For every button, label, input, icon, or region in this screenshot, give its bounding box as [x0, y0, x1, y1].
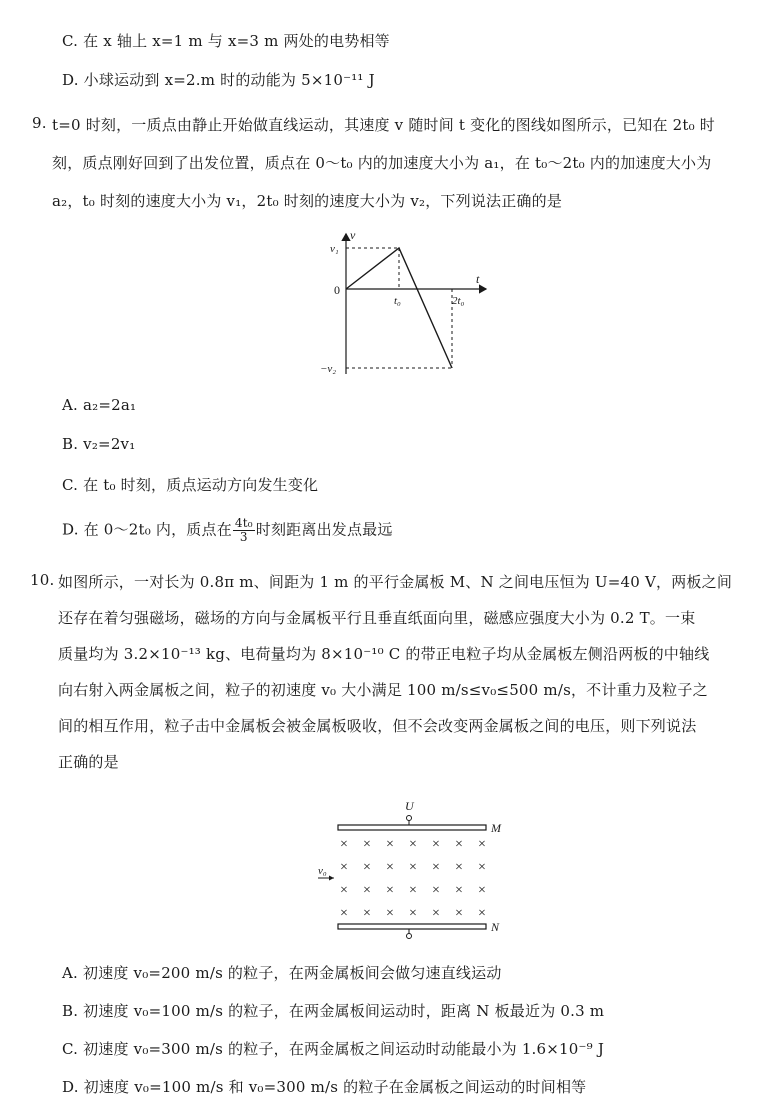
q10-plate-m: [338, 825, 486, 830]
field-mark: ×: [478, 860, 486, 875]
q10-number: 10.: [30, 571, 55, 589]
field-mark: ×: [409, 906, 417, 921]
q9-option-a: A. a₂=2a₁: [62, 396, 137, 414]
q9-option-d-frac-num: 4t₀: [234, 516, 253, 530]
field-mark: ×: [386, 906, 394, 921]
q10-option-b: B. 初速度 v₀=100 m/s 的粒子，在两金属板间运动时，距离 N 板最近为 0.3 m: [62, 1002, 605, 1020]
q9-v-axis-label: v: [350, 228, 356, 242]
field-mark: ×: [478, 906, 486, 921]
field-mark: ×: [432, 860, 440, 875]
q10-plates-figure: [310, 796, 510, 946]
q10-m-label: M: [491, 821, 501, 835]
q9-option-b: B. v₂=2v₁: [62, 435, 136, 453]
q10-v0-label: v₀: [318, 865, 327, 877]
q10-stem-line-1: 如图所示，一对长为 0.8π m、间距为 1 m 的平行金属板 M、N 之间电压恒为 U=40 V，两板之间: [58, 573, 733, 591]
q10-u-label: U: [405, 799, 414, 813]
field-mark: ×: [363, 837, 371, 852]
q9-option-d-frac-den: 3: [239, 530, 248, 544]
field-mark: ×: [432, 837, 440, 852]
field-mark: ×: [455, 906, 463, 921]
q9-neg-v2-label: −v₂: [320, 363, 337, 375]
q9-v1-label: v₁: [330, 243, 339, 255]
q10-option-d: D. 初速度 v₀=100 m/s 和 v₀=300 m/s 的粒子在金属板之间运动的时间相等: [62, 1078, 587, 1096]
q10-magnetic-field: [340, 837, 486, 921]
q10-stem-line-5: 间的相互作用，粒子击中金属板会被金属板吸收，但不会改变两金属板之间的电压，则下列说法: [58, 717, 697, 735]
q10-stem-line-6: 正确的是: [58, 753, 119, 771]
q9-option-d: [62, 517, 393, 544]
q10-stem-line-2: 还存在着匀强磁场，磁场的方向与金属板平行且垂直纸面向里，磁感应强度大小为 0.2 T。一束: [58, 609, 696, 627]
field-mark: ×: [386, 860, 394, 875]
prev-option-c: C. 在 x 轴上 x=1 m 与 x=3 m 两处的电势相等: [62, 32, 390, 50]
field-mark: ×: [455, 837, 463, 852]
q9-stem-line-2: 刻，质点刚好回到了出发位置，质点在 0～t₀ 内的加速度大小为 a₁，在 t₀～2t₀ 内的加速度大小为: [52, 154, 712, 172]
field-mark: ×: [363, 860, 371, 875]
prev-option-d: D. 小球运动到 x=2.m 时的动能为 5×10⁻¹¹ J: [62, 71, 375, 89]
q9-option-c: C. 在 t₀ 时刻，质点运动方向发生变化: [62, 476, 319, 494]
q10-stem-line-3: 质量均为 3.2×10⁻¹³ kg、电荷量均为 8×10⁻¹⁰ C 的带正电粒子均从金属板左侧沿两板的中轴线: [58, 645, 710, 663]
field-mark: ×: [409, 883, 417, 898]
q10-v0-arrowhead: [329, 876, 334, 881]
field-mark: ×: [409, 860, 417, 875]
q9-t-axis-label: t: [476, 272, 480, 286]
field-mark: ×: [386, 837, 394, 852]
field-mark: ×: [340, 837, 348, 852]
q9-t0-label: t₀: [394, 295, 401, 307]
field-mark: ×: [455, 883, 463, 898]
q10-plate-n: [338, 924, 486, 929]
q9-option-d-suffix: 时刻距离出发点最远: [255, 520, 393, 539]
field-mark: ×: [340, 883, 348, 898]
q10-n-label: N: [491, 920, 500, 934]
q10-option-a: A. 初速度 v₀=200 m/s 的粒子，在两金属板间会做匀速直线运动: [62, 964, 502, 982]
field-mark: ×: [455, 860, 463, 875]
field-mark: ×: [386, 883, 394, 898]
q9-option-d-fraction: [233, 517, 255, 544]
field-mark: ×: [340, 906, 348, 921]
field-mark: ×: [409, 837, 417, 852]
field-mark: ×: [363, 883, 371, 898]
field-mark: ×: [432, 906, 440, 921]
q9-stem-line-3: a₂，t₀ 时刻的速度大小为 v₁，2t₀ 时刻的速度大小为 v₂，下列说法正确的是: [52, 192, 563, 210]
q9-2t0-label: 2t₀: [452, 295, 465, 307]
q10-stem-line-4: 向右射入两金属板之间，粒子的初速度 v₀ 大小满足 100 m/s≤v₀≤500 m/s，不计重力及粒子之: [58, 681, 708, 699]
field-mark: ×: [432, 883, 440, 898]
field-mark: ×: [340, 860, 348, 875]
field-mark: ×: [478, 837, 486, 852]
q9-stem-line-1: t=0 时刻，一质点由静止开始做直线运动，其速度 v 随时间 t 变化的图线如图所示，已知在 2t₀ 时: [52, 116, 716, 134]
q9-option-d-prefix: D. 在 0～2t₀ 内，质点在: [62, 520, 232, 539]
q9-number: 9.: [32, 114, 47, 132]
field-mark: ×: [363, 906, 371, 921]
q9-origin-label: 0: [334, 283, 340, 297]
field-mark: ×: [478, 883, 486, 898]
q10-bottom-terminal: [407, 934, 412, 939]
q10-top-terminal: [407, 816, 412, 821]
q10-option-c: C. 初速度 v₀=300 m/s 的粒子，在两金属板之间运动时动能最小为 1.6×10⁻⁹ J: [62, 1040, 605, 1058]
q9-vt-graph: [316, 228, 492, 376]
